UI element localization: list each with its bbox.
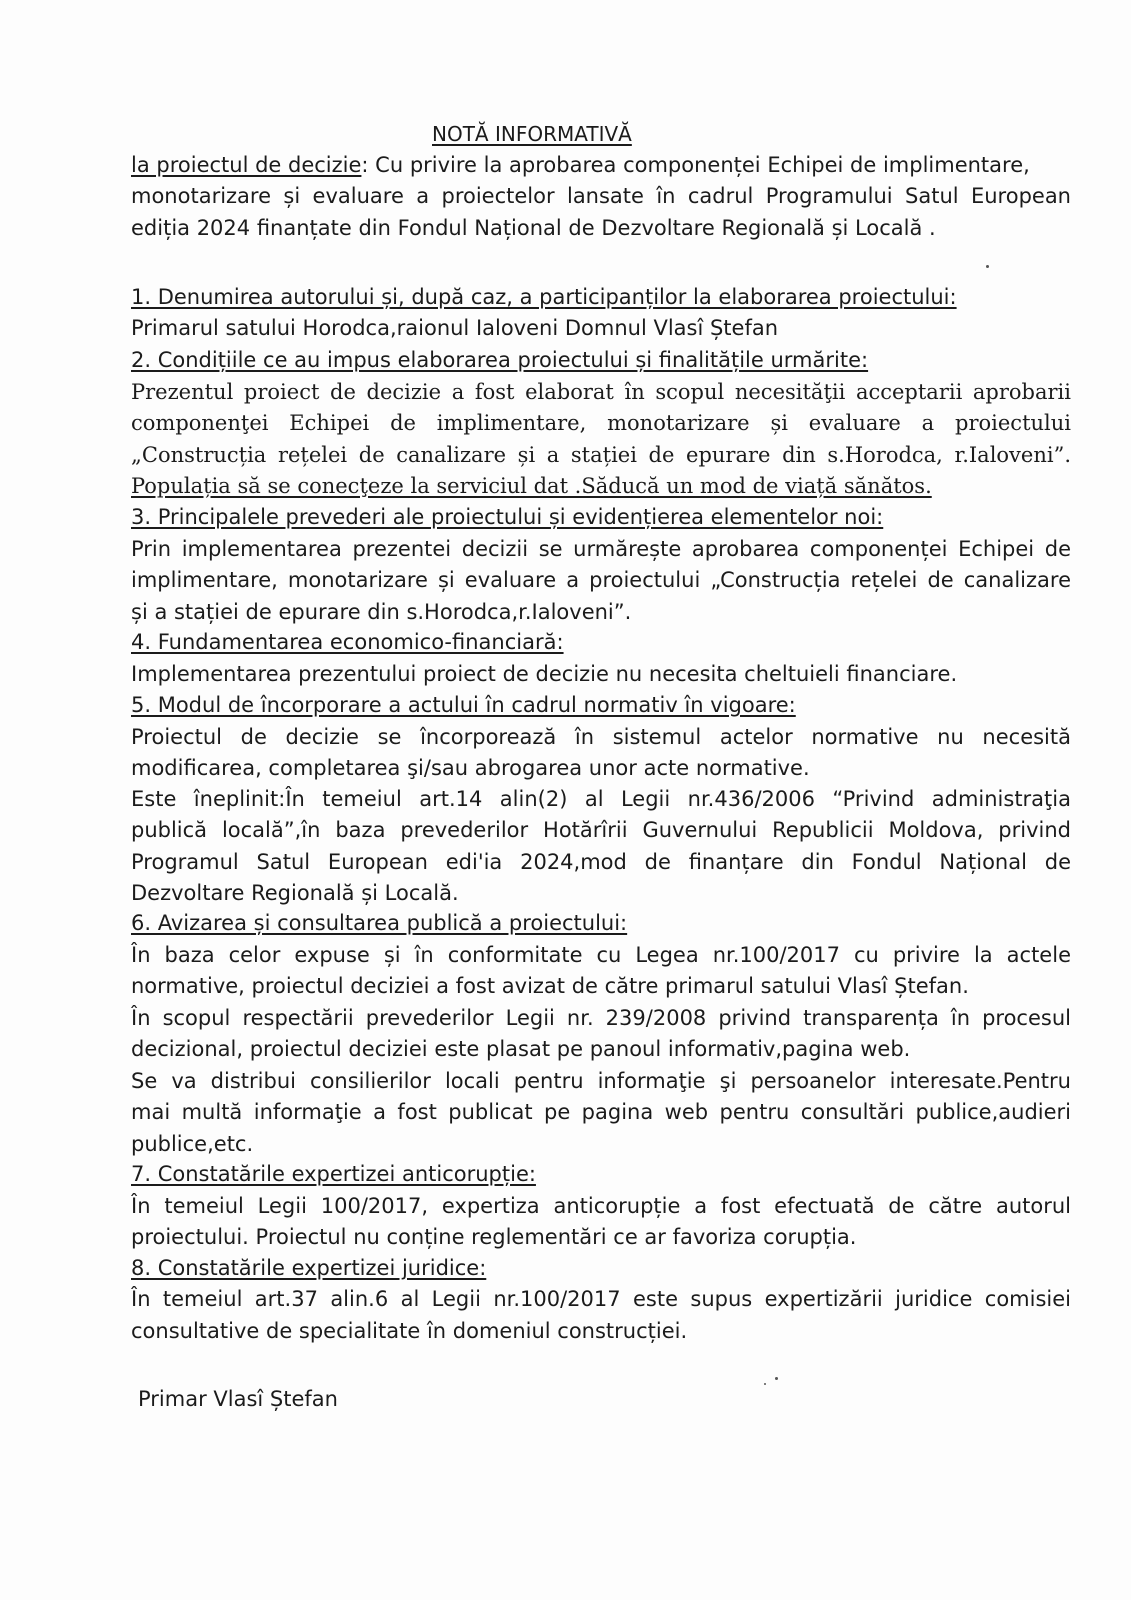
section-7-heading: 7. Constatările expertizei anticorupție: bbox=[131, 1162, 536, 1186]
scan-speck bbox=[775, 1377, 778, 1380]
section-5-line: Este îneplinit:În temeiul art.14 alin(2) al Legii nr.436/2006 “Privind administraţia bbox=[131, 787, 1071, 811]
scan-speck bbox=[764, 1383, 766, 1385]
section-1-line: Primarul satului Horodca,raionul Ialoveni Domnul Vlasî Ștefan bbox=[131, 316, 779, 340]
section-4-line: Implementarea prezentului proiect de decizie nu necesita cheltuieli financiare. bbox=[131, 662, 958, 686]
subject-line-1 bbox=[131, 150, 1071, 180]
section-4-heading: 4. Fundamentarea economico-financiară: bbox=[131, 630, 564, 654]
section-2-line: „Construcția rețelei de canalizare și a stației de epurare din s.Horodca, r.Ialoveni”. bbox=[131, 443, 1071, 467]
section-7-line: proiectului. Proiectul nu conține reglementări ce ar favoriza corupția. bbox=[131, 1225, 857, 1249]
section-2-heading: 2. Condițiile ce au impus elaborarea proiectului și finalitățile urmărite: bbox=[131, 348, 869, 372]
section-5-heading: 5. Modul de încorporare a actului în cadrul normativ în vigoare: bbox=[131, 693, 796, 717]
section-3-line: Prin implementarea prezentei decizii se urmărește aprobarea componenței Echipei de bbox=[131, 537, 1071, 561]
section-5-line: Proiectul de decizie se încorporează în sistemul actelor normative nu necesită bbox=[131, 725, 1071, 749]
section-6-line: În scopul respectării prevederilor Legii nr. 239/2008 privind transparența în procesul bbox=[131, 1006, 1071, 1030]
signature: Primar Vlasî Ștefan bbox=[138, 1387, 338, 1411]
subject-text-1: : Cu privire la aprobarea componenței Echipei de implimentare, bbox=[361, 153, 1030, 177]
section-6-line: mai multă informaţie a fost publicat pe pagina web pentru consultări publice,audieri bbox=[131, 1100, 1071, 1124]
section-6-line: normative, proiectul deciziei a fost avizat de către primarul satului Vlasî Ștefan. bbox=[131, 974, 969, 998]
section-6-line: decizional, proiectul deciziei este plasat pe panoul informativ,pagina web. bbox=[131, 1037, 911, 1061]
section-1-heading: 1. Denumirea autorului și, după caz, a participanților la elaborarea proiectului: bbox=[131, 285, 957, 309]
section-5-line: Dezvoltare Regională și Locală. bbox=[131, 881, 459, 905]
subject-label: la proiectul de decizie bbox=[131, 153, 362, 177]
section-2-line: componenţei Echipei de implimentare, monotarizare și evaluare a proiectului bbox=[131, 411, 1071, 435]
section-5-line: publică locală”,în baza prevederilor Hotărîrii Guvernului Republicii Moldova, privind bbox=[131, 818, 1071, 842]
scan-speck bbox=[986, 265, 989, 268]
section-2-line: Prezentul proiect de decizie a fost elaborat în scopul necesităţii acceptarii aprobarii bbox=[131, 380, 1071, 404]
section-8-heading: 8. Constatările expertizei juridice: bbox=[131, 1256, 487, 1280]
section-8-line: consultative de specialitate în domeniul construcției. bbox=[131, 1319, 688, 1343]
section-2-line: Populația să se conecţeze la serviciul dat .Săducă un mod de viață sănătos. bbox=[131, 474, 932, 498]
section-8-line: În temeiul art.37 alin.6 al Legii nr.100/2017 este supus expertizării juridice comisiei bbox=[131, 1287, 1071, 1311]
section-7-line: În temeiul Legii 100/2017, expertiza anticorupție a fost efectuată de către autorul bbox=[131, 1194, 1071, 1218]
section-3-line: și a stației de epurare din s.Horodca,r.Ialoveni”. bbox=[131, 600, 632, 624]
section-5-line: modificarea, completarea şi/sau abrogarea unor acte normative. bbox=[131, 756, 810, 780]
section-3-heading: 3. Principalele prevederi ale proiectului și evidențierea elementelor noi: bbox=[131, 505, 884, 529]
section-6-line: publice,etc. bbox=[131, 1132, 254, 1156]
section-5-line: Programul Satul European edi'ia 2024,mod de finanțare din Fondul Național de bbox=[131, 850, 1071, 874]
subject-line-2: monotarizare și evaluare a proiectelor lansate în cadrul Programului Satul European bbox=[131, 184, 1071, 208]
section-6-heading: 6. Avizarea și consultarea publică a proiectului: bbox=[131, 911, 628, 935]
section-3-line: implimentare, monotarizare și evaluare a proiectului „Construcția rețelei de canalizare bbox=[131, 568, 1071, 592]
section-6-line: Se va distribui consilierilor locali pentru informaţie şi persoanelor interesate.Pentru bbox=[131, 1069, 1071, 1093]
subject-line-3: ediția 2024 finanțate din Fondul Național de Dezvoltare Regională și Locală . bbox=[131, 216, 936, 240]
section-6-line: În baza celor expuse și în conformitate cu Legea nr.100/2017 cu privire la actele bbox=[131, 943, 1071, 967]
document-title: NOTĂ INFORMATIVĂ bbox=[432, 122, 632, 146]
